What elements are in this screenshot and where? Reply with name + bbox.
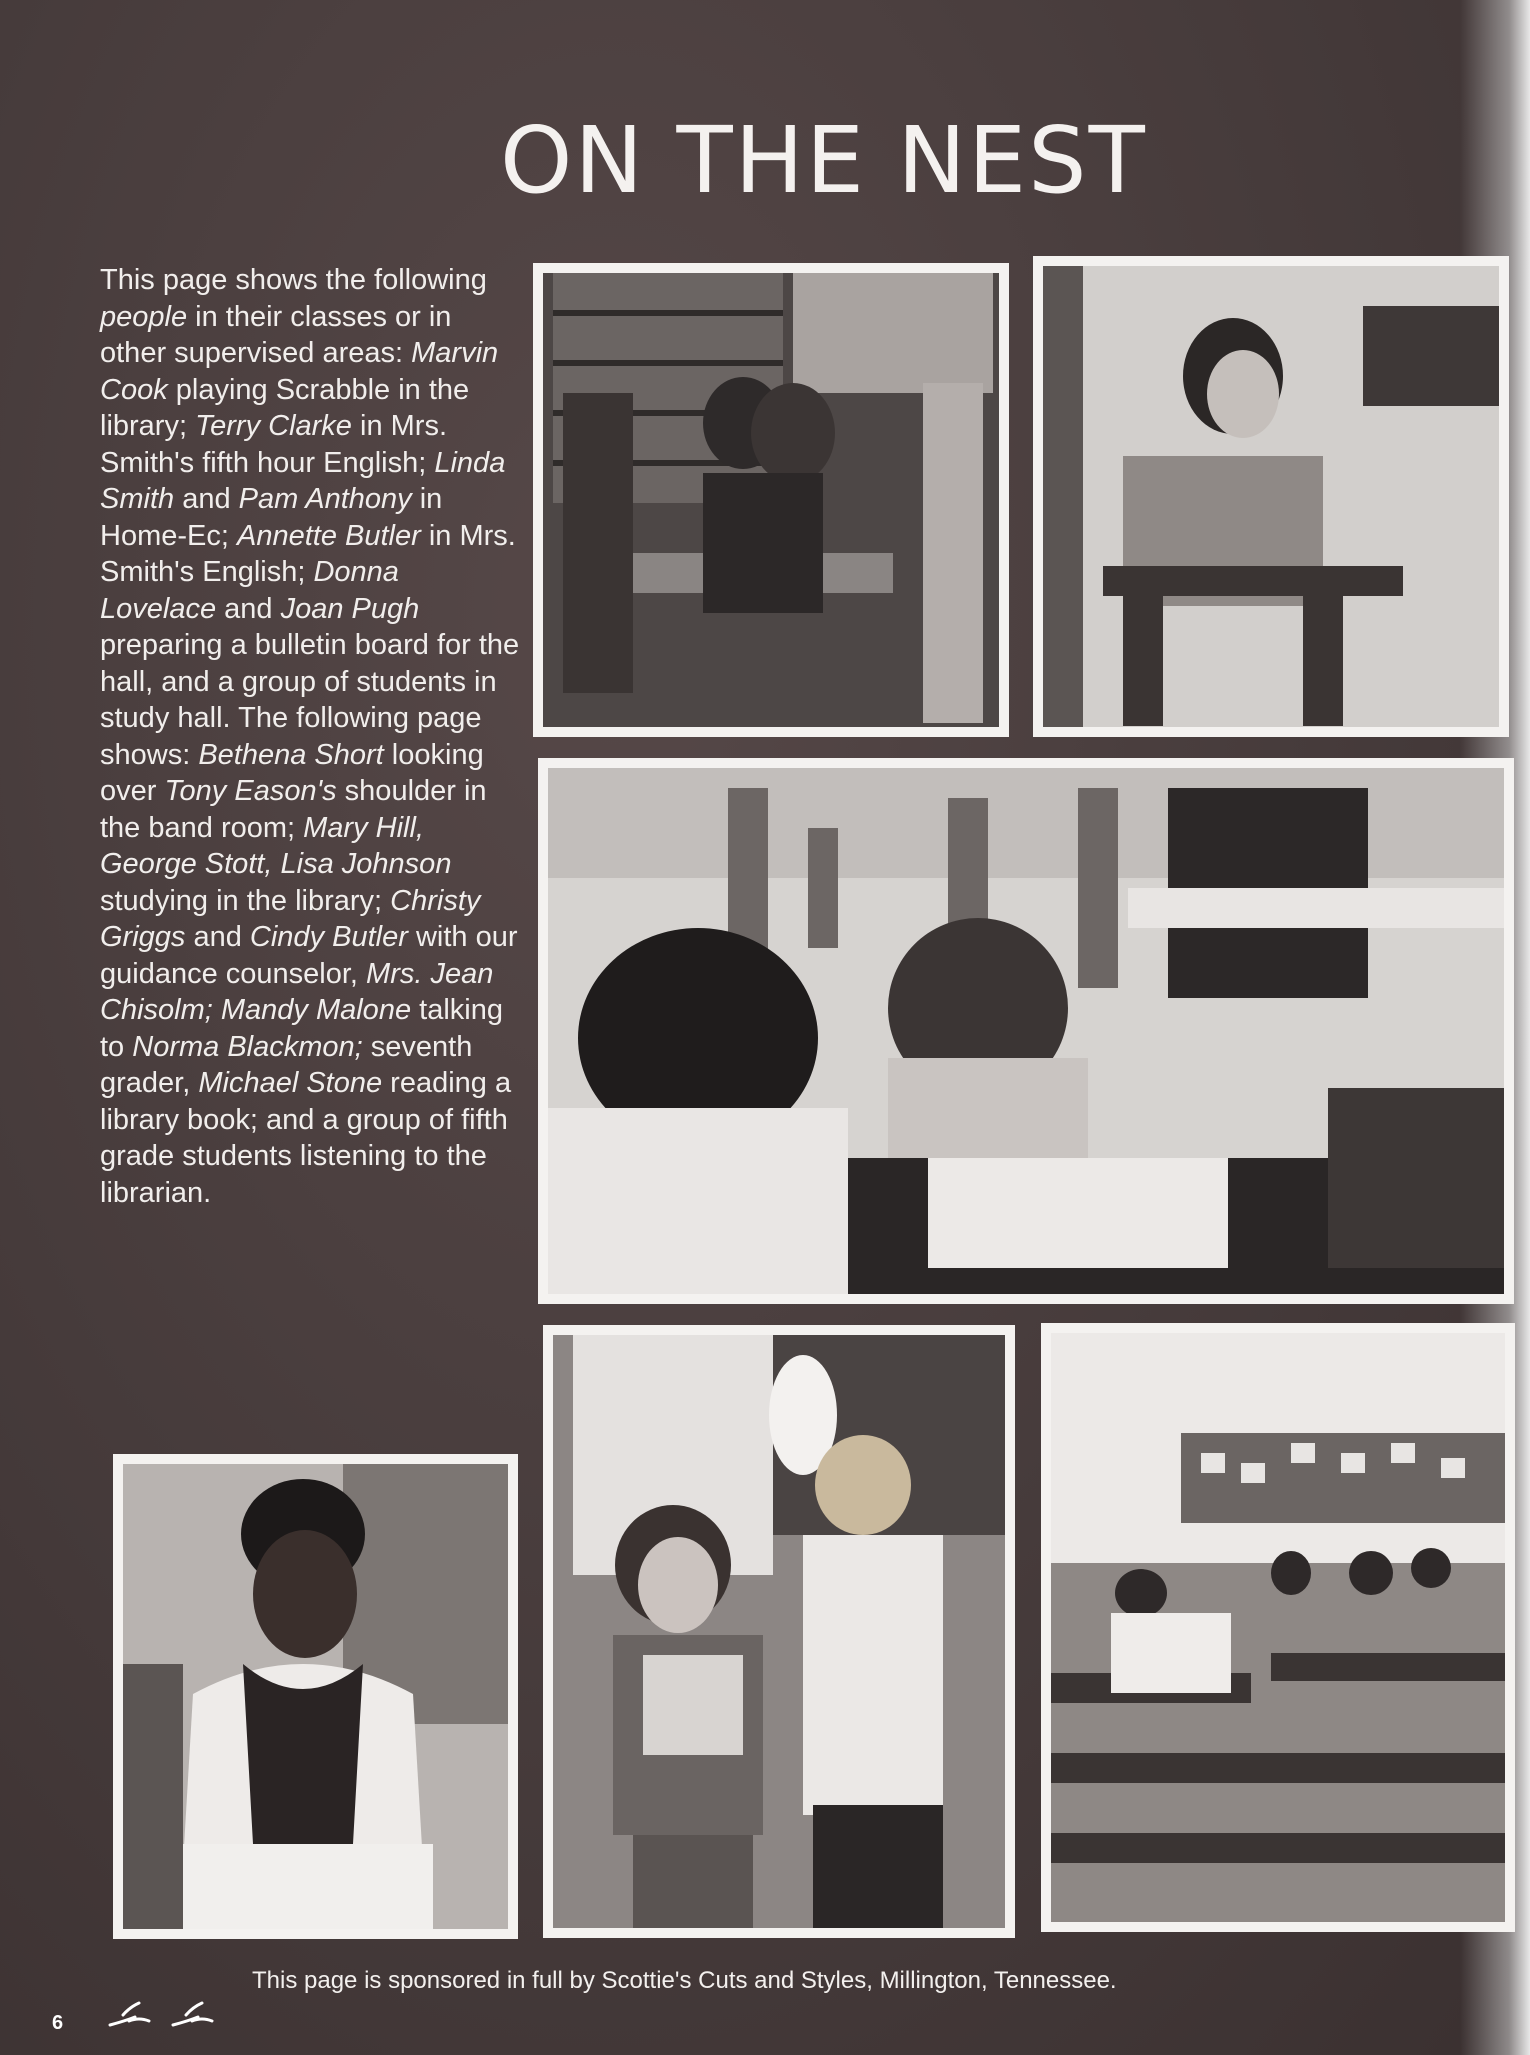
caption-segment: in their classes or in other supervised areas: (100, 300, 452, 369)
caption-segment: reading a library book; and a group of fifth grade students listening to the librarian. (100, 1067, 512, 1209)
caption-segment: and (216, 592, 281, 625)
caption-name: Bethena Short (198, 738, 384, 771)
caption-name: Norma Blackmon; (132, 1030, 363, 1063)
caption-segment: in Mrs. Smith's fifth hour English; (100, 410, 447, 479)
caption-name: Mrs. Jean Chisolm; Mandy Malone (100, 957, 494, 1026)
caption-segment: and (185, 921, 250, 953)
caption-name: Linda Smith (100, 446, 506, 515)
caption-name: Marvin Cook (100, 337, 499, 406)
caption-name: Terry Clarke (195, 410, 352, 442)
caption-segment: This page shows the following (100, 264, 487, 296)
caption-segment: seventh grader, (100, 1030, 473, 1099)
caption-segment: shoulder in the band room; (100, 775, 487, 844)
caption-segment: studying in the library; (100, 884, 391, 917)
caption-name: Annette Butler (236, 519, 421, 552)
caption-name: Michael Stone (198, 1067, 383, 1099)
caption-name: Pam Anthony (238, 483, 412, 515)
caption-name: Mary Hill, George Stott, Lisa Johnson (100, 811, 452, 880)
photo-library-scrabble (533, 263, 1009, 737)
caption-name: people (100, 300, 188, 333)
caption-name: Cindy Butler (249, 921, 408, 953)
caption-segment: looking over (100, 738, 484, 807)
photo-portrait-student (113, 1454, 518, 1939)
caption-segment: in Mrs. Smith's English; (100, 519, 516, 588)
caption-segment: and (174, 483, 239, 515)
caption-segment: in Home-Ec; (100, 483, 443, 552)
caption-name: Christy Griggs (100, 884, 481, 953)
caption-name: Donna Lovelace (100, 556, 399, 625)
photo-study-hall (1041, 1323, 1515, 1932)
caption-segment: talking to (100, 994, 503, 1063)
bird-logo-icon (105, 1995, 230, 2035)
caption-name: Joan Pugh (280, 592, 420, 625)
photo-home-ec (538, 758, 1514, 1304)
caption-segment: preparing a bulletin board for the hall, and a group of students in study hall. The following page shows: (100, 629, 520, 771)
photo-study-hall-image (1051, 1333, 1505, 1922)
sponsor-footer: This page is sponsored in full by Scottie's Cuts and Styles, Millington, Tennessee. (252, 1967, 1117, 1994)
photo-portrait-student-image (123, 1464, 508, 1929)
photo-home-ec-image (548, 768, 1504, 1294)
caption-text (100, 262, 520, 1211)
caption-segment: playing Scrabble in the library; (100, 373, 470, 442)
photo-bulletin-board-image (553, 1335, 1005, 1928)
caption-name: Tony Eason's (164, 775, 337, 807)
page-number: 6 (52, 2012, 64, 2034)
photo-library-scrabble-image (543, 273, 999, 727)
caption-segment: with our guidance counselor, (100, 921, 518, 990)
photo-english-class-image (1043, 266, 1499, 727)
page-title: ON THE NEST (500, 107, 1147, 214)
photo-bulletin-board (543, 1325, 1015, 1938)
photo-english-class (1033, 256, 1509, 737)
